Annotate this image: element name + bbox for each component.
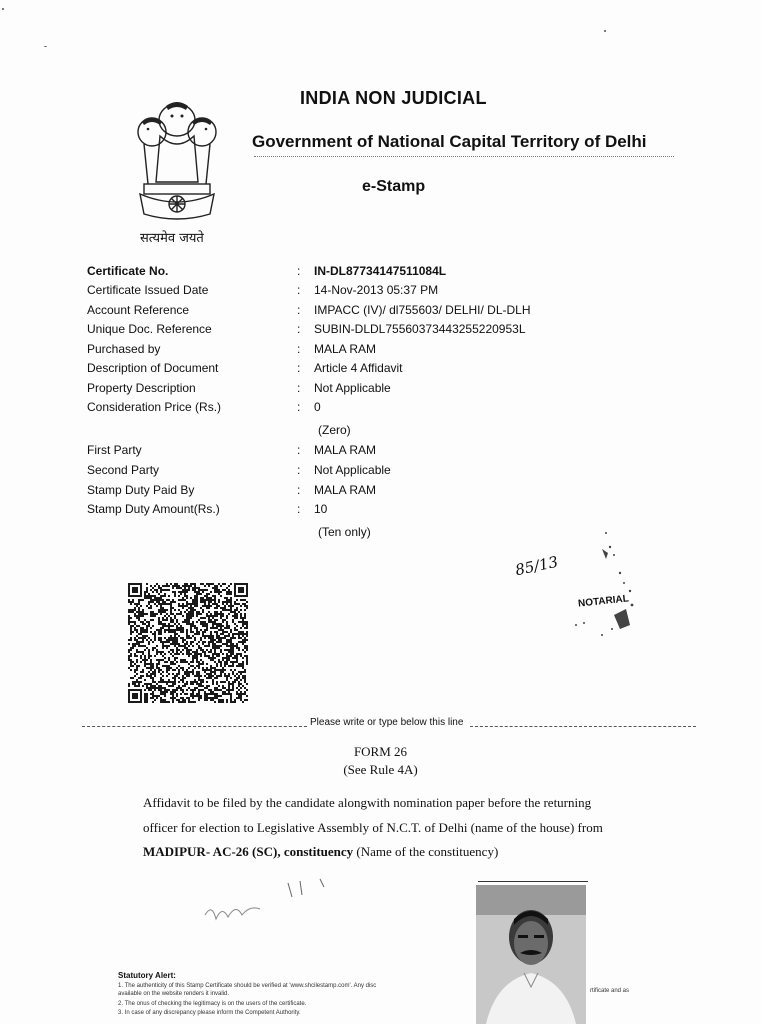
photo-top-line <box>478 881 588 882</box>
field-value: IMPACC (IV)/ dl755603/ DELHI/ DL-DLH <box>314 303 531 317</box>
constituency-name: MADIPUR- AC-26 (SC), constituency <box>143 844 354 859</box>
field-label: Stamp Duty Amount(Rs.) <box>87 502 220 516</box>
field-label: Description of Document <box>87 361 219 375</box>
field-second-party <box>87 461 647 479</box>
affidavit-line-1: Affidavit to be filed by the candidate alongwith nomination paper before the returning <box>143 795 592 810</box>
field-value: SUBIN-DLDL75560373443255220953L <box>314 322 526 336</box>
field-value: MALA RAM <box>314 483 377 497</box>
field-consideration-price <box>87 398 647 416</box>
affidavit-line-3 <box>143 844 498 860</box>
statutory-alert-line: 2. The onus of checking the legitimacy is on the users of the certificate. <box>118 1001 307 1007</box>
field-colon: : <box>297 483 301 497</box>
field-label: Consideration Price (Rs.) <box>87 400 222 414</box>
candidate-photo <box>476 885 586 1024</box>
field-colon: : <box>297 342 301 356</box>
field-colon: : <box>297 264 301 278</box>
field-colon: : <box>297 361 301 375</box>
notarial-seal-label: NOTARIAL <box>577 593 630 610</box>
field-label: Certificate Issued Date <box>87 283 209 297</box>
field-description-of-document <box>87 359 647 377</box>
field-label: Unique Doc. Reference <box>87 322 212 336</box>
field-value: 0 <box>314 400 321 414</box>
field-colon: : <box>297 303 301 317</box>
scan-speck <box>44 46 47 47</box>
form-title: FORM 26 <box>353 744 408 759</box>
notarial-seal-icon <box>562 525 642 645</box>
field-issued-date <box>87 281 647 299</box>
field-colon: : <box>297 463 301 477</box>
field-value: Article 4 Affidavit <box>314 361 403 375</box>
handwritten-note: 85/13 <box>513 552 560 580</box>
separator-instruction: Please write or type below this line <box>310 717 464 728</box>
duty-in-words: (Ten only) <box>318 525 371 539</box>
constituency-note: (Name of the constituency) <box>353 844 499 859</box>
field-value: MALA RAM <box>314 443 377 457</box>
separator-line-left <box>82 726 307 727</box>
statutory-alert-line: available on the website renders it invalid. <box>118 991 230 997</box>
emblem-motto: सत्यमेव जयते <box>140 231 204 246</box>
field-label: Account Reference <box>87 303 190 317</box>
heading-underline <box>254 156 674 157</box>
document-type-heading: e-Stamp <box>362 178 426 195</box>
field-label: Second Party <box>87 463 160 477</box>
field-purchased-by <box>87 340 647 358</box>
field-label: Purchased by <box>87 342 161 356</box>
affidavit-line-2: officer for election to Legislative Assembly of N.C.T. of Delhi (name of the house) from <box>143 820 603 835</box>
consideration-in-words: (Zero) <box>318 423 351 437</box>
signature-scribble-icon <box>200 875 350 935</box>
field-colon: : <box>297 283 301 297</box>
field-stamp-duty-amount <box>87 500 647 518</box>
field-label: First Party <box>87 443 142 457</box>
statutory-alert-title: Statutory Alert: <box>118 971 176 980</box>
statutory-alert-line: 3. In case of any discrepancy please inform the Competent Authority. <box>118 1010 301 1016</box>
field-property-description <box>87 379 647 397</box>
field-value: IN-DL87734147511084L <box>314 264 447 278</box>
field-value: 10 <box>314 502 328 516</box>
qr-code <box>128 583 250 703</box>
field-label: Certificate No. <box>87 264 169 278</box>
field-colon: : <box>297 322 301 336</box>
statutory-alert-line: 1. The authenticity of this Stamp Certificate should be verified at 'www.shcilestamp.com'. Any disc <box>118 983 377 989</box>
field-value: Not Applicable <box>314 463 391 477</box>
field-value: 14-Nov-2013 05:37 PM <box>314 283 439 297</box>
field-certificate-no <box>87 262 647 280</box>
government-heading: Government of National Capital Territory of Delhi <box>252 132 647 151</box>
field-value: Not Applicable <box>314 381 391 395</box>
field-first-party <box>87 441 647 459</box>
field-colon: : <box>297 381 301 395</box>
field-account-reference <box>87 301 647 319</box>
form-subtitle: (See Rule 4A) <box>343 762 418 777</box>
field-colon: : <box>297 400 301 414</box>
field-colon: : <box>297 502 301 516</box>
field-colon: : <box>297 443 301 457</box>
scan-speck <box>2 8 4 10</box>
scan-speck <box>604 30 606 32</box>
statutory-alert-side-text: rtificate and as <box>590 988 630 994</box>
field-label: Property Description <box>87 381 196 395</box>
field-value: MALA RAM <box>314 342 377 356</box>
field-label: Stamp Duty Paid By <box>87 483 195 497</box>
national-emblem-icon <box>130 92 225 242</box>
page-title: INDIA NON JUDICIAL <box>300 88 487 108</box>
field-stamp-duty-paid-by <box>87 481 647 499</box>
field-unique-doc-reference <box>87 320 647 338</box>
separator-line-right <box>470 726 696 727</box>
